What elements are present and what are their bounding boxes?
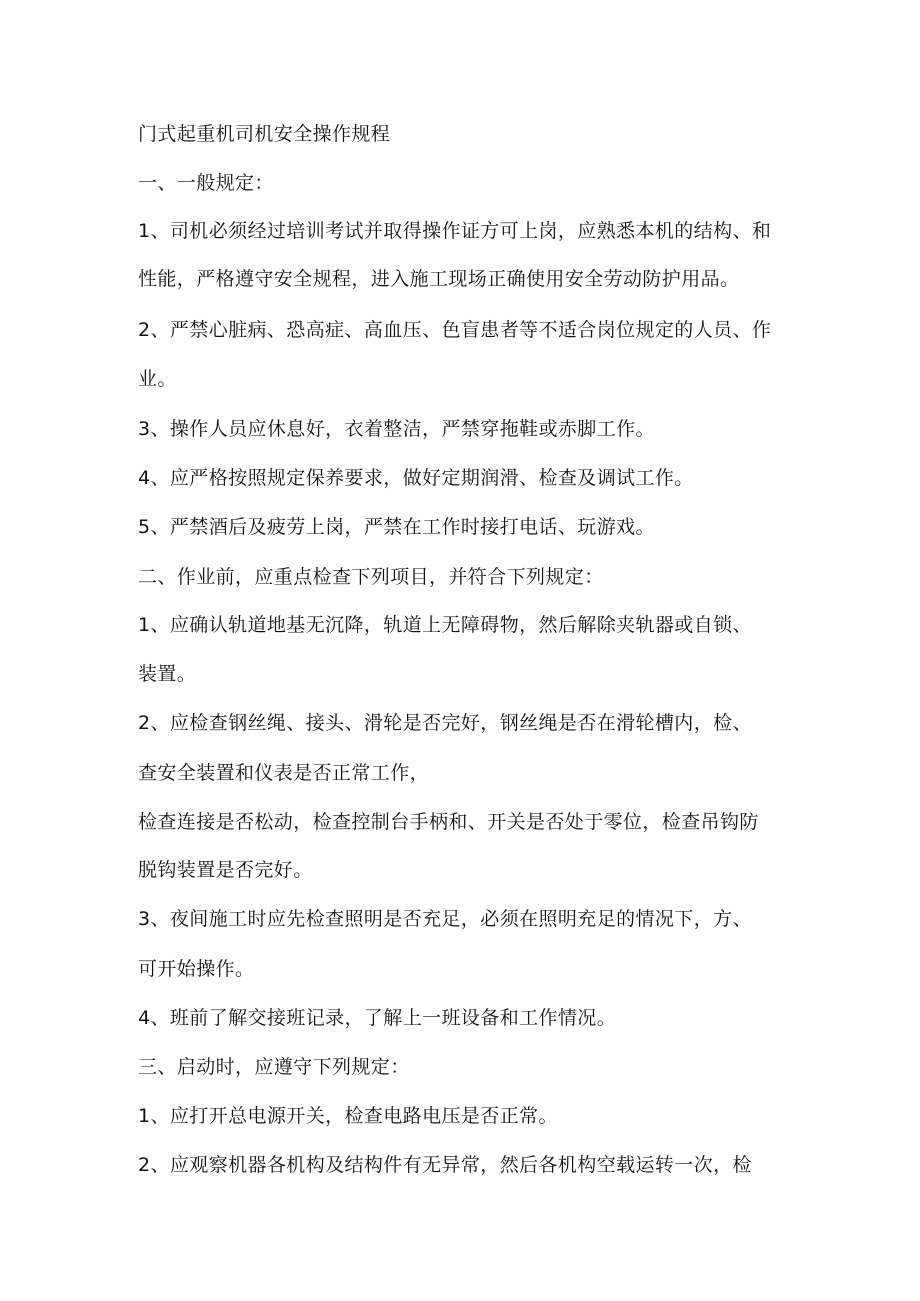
section-heading-pre-operation: 二、作业前，应重点检查下列项目，并符合下列规定： <box>138 566 604 588</box>
paragraph-line: 查安全装置和仪表是否正常工作， <box>138 762 430 784</box>
paragraph-line: 4、班前了解交接班记录，了解上一班设备和工作情况。 <box>138 1007 617 1029</box>
section-heading-startup: 三、启动时，应遵守下列规定： <box>138 1056 410 1078</box>
paragraph-line: 性能，严格遵守安全规程，进入施工现场正确使用安全劳动防护用品。 <box>138 268 740 290</box>
paragraph-line: 2、严禁心脏病、恐高症、高血压、色盲患者等不适合岗位规定的人员、作 <box>138 319 772 341</box>
paragraph-line: 1、应确认轨道地基无沉降，轨道上无障碍物，然后解除夹轨器或自锁、 <box>138 614 752 636</box>
section-heading-general: 一、一般规定： <box>138 172 274 194</box>
paragraph-line: 3、夜间施工时应先检查照明是否充足，必须在照明充足的情况下，方、 <box>138 908 752 930</box>
paragraph-line: 3、操作人员应休息好，衣着整洁，严禁穿拖鞋或赤脚工作。 <box>138 418 655 440</box>
paragraph-line: 1、司机必须经过培训考试并取得操作证方可上岗，应熟悉本机的结构、和 <box>138 220 772 242</box>
paragraph-line: 4、应严格按照规定保养要求，做好定期润滑、检查及调试工作。 <box>138 467 694 489</box>
paragraph-line: 1、应打开总电源开关，检查电路电压是否正常。 <box>138 1105 558 1127</box>
paragraph-line: 2、应观察机器各机构及结构件有无异常，然后各机构空载运转一次，检 <box>138 1154 752 1176</box>
paragraph-line: 5、严禁酒后及疲劳上岗，严禁在工作时接打电话、玩游戏。 <box>138 516 655 538</box>
paragraph-line: 脱钩装置是否完好。 <box>138 859 313 881</box>
paragraph-line: 2、应检查钢丝绳、接头、滑轮是否完好，钢丝绳是否在滑轮槽内，检、 <box>138 712 752 734</box>
paragraph-line: 检查连接是否松动，检查控制台手柄和、开关是否处于零位，检查吊钩防 <box>138 811 759 833</box>
paragraph-line: 业。 <box>138 368 177 390</box>
document-title: 门式起重机司机安全操作规程 <box>138 123 391 145</box>
paragraph-line: 装置。 <box>138 663 197 685</box>
paragraph-line: 可开始操作。 <box>138 958 255 980</box>
